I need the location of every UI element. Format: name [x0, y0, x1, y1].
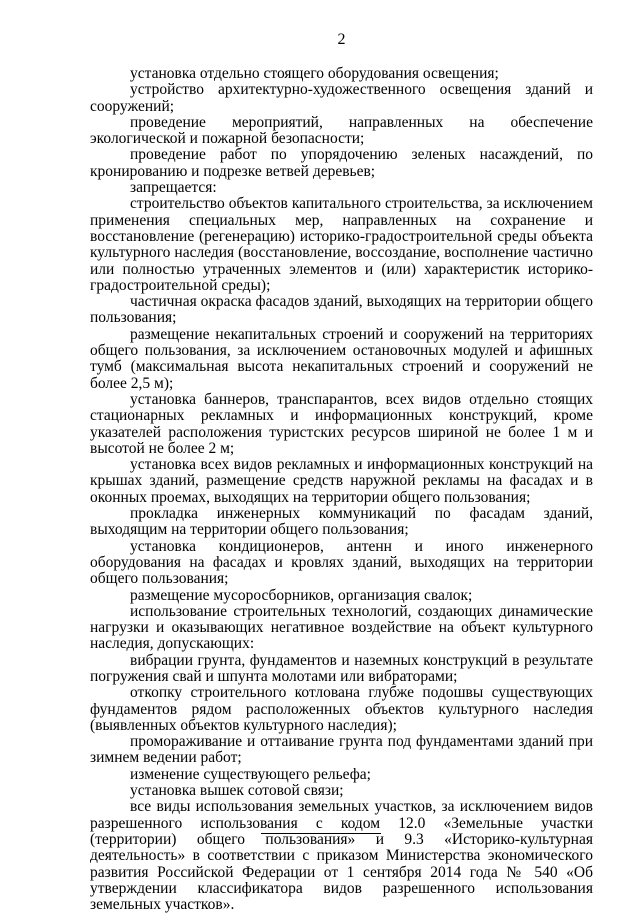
paragraph: использование строительных технологий, создающих динамические нагрузки и оказывающих негативное воздействие на объект культурного наследия, допускающих:: [90, 602, 593, 653]
paragraph: частичная окраска фасадов зданий, выходящих на территории общего пользования;: [90, 293, 593, 327]
document-page: [90, 30, 593, 913]
paragraph: запрещается:: [130, 179, 217, 197]
paragraph: устройство архитектурно-художественного освещения зданий и сооружений;: [90, 81, 593, 115]
document-body: [90, 66, 593, 913]
paragraph: изменение существующего рельефа;: [130, 765, 371, 783]
paragraph: промораживание и оттаивание грунта под фундаментами зданий при зимнем ведении работ;: [90, 733, 593, 767]
paragraph: размещение мусоросборников, организация свалок;: [130, 586, 473, 604]
paragraph: прокладка инженерных коммуникаций по фасадам зданий, выходящим на территории общего пользования;: [90, 505, 593, 539]
paragraph: проведение мероприятий, направленных на обеспечение экологической и пожарной безопасности;: [90, 113, 593, 148]
paragraph: установка баннеров, транспарантов, всех видов отдельно стоящих стационарных рекламных и информационных конструкций, кроме указателей расположения туристских ресурсов шириной не более 1 м и высотой не более 2 м;: [90, 390, 593, 457]
end-divider-line: [261, 833, 381, 834]
paragraph: установка всех видов рекламных и информационных конструкций на крышах зданий, размещение средств наружной рекламы на фасадах и в оконных проемах, выходящих на территории общего пользования;: [90, 456, 593, 506]
paragraph: установка отдельно стоящего оборудования освещения;: [130, 65, 499, 82]
page-number: 2: [337, 31, 346, 48]
paragraph: проведение работ по упорядочению зеленых насаждений, по кронированию и подрезке ветвей деревьев;: [90, 146, 593, 180]
paragraph: все виды использования земельных участков, за исключением видов разрешенного использования с кодом 12.0 «Земельные участки (территории) общего пользования» и 9.3 «Историко-культурная деятельность» в соответствии с приказом Министерства экономического развития Российской Федерации от 1 сентября 2014 года № 540 «Об утверждении классификатора видов разрешенного использования земельных участков».: [90, 798, 593, 913]
paragraph: строительство объектов капитального строительства, за исключением применения специальных мер, направленных на сохранение и восстановление (регенерацию) историко-градостроительной среды объекта культурного наследия (восстановление, воссоздание, восполнение частично или полностью утраченных элементов и (или) характеристик историко-градостроительной среды);: [90, 195, 593, 294]
paragraph: установка вышек сотовой связи;: [130, 782, 344, 800]
paragraph: установка кондиционеров, антенн и иного инженерного оборудования на фасадах и кровлях зданий, выходящих на территории общего пользования;: [90, 537, 593, 588]
paragraph: размещение некапитальных строений и сооружений на территориях общего пользования, за исключением остановочных модулей и афишных тумб (максимальная высота некапитальных строений и сооружений не более 2,5 м);: [90, 325, 593, 392]
paragraph: откопку строительного котлована глубже подошвы существующих фундаментов рядом расположенных объектов культурного наследия (выявленных объектов культурного наследия);: [90, 684, 593, 734]
paragraph: вибрации грунта, фундаментов и наземных конструкций в результате погружения свай и шпунта молотами или вибраторами;: [90, 651, 593, 685]
